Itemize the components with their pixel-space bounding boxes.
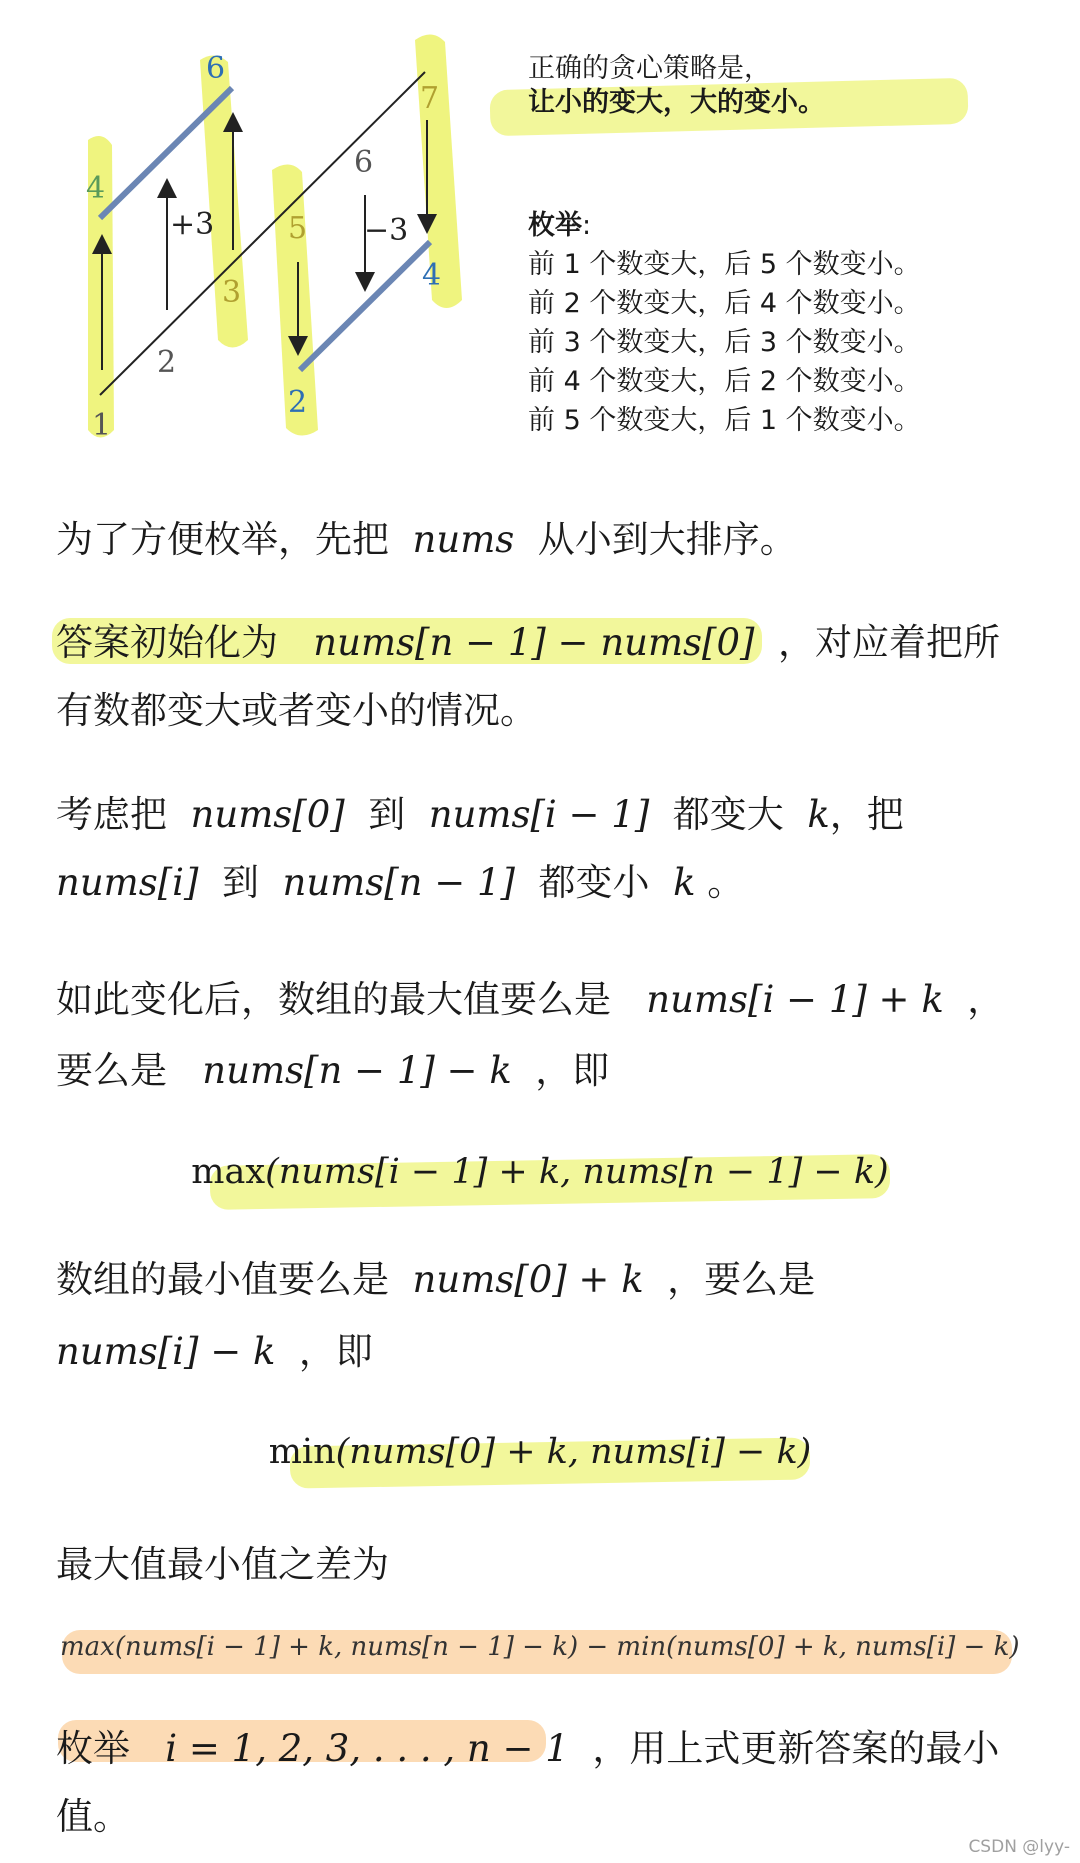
paragraph-init-cont: 有数都变大或者变小的情况。 (56, 689, 537, 732)
point-label: 6 (206, 51, 226, 86)
equation-max: max(nums[i − 1] + k, nums[n − 1] − k) (191, 1152, 889, 1192)
paragraph-max-cont: 要么是 nums[n − 1] − k ，即 (56, 1049, 610, 1092)
strategy-line-1: 正确的贪心策略是， (528, 53, 771, 84)
paragraph-min-cont: nums[i] − k ，即 (56, 1330, 373, 1373)
enumerate-item: 前 4 个数变大，后 2 个数变小。 (528, 366, 921, 397)
equation-diff: max(nums[i − 1] + k, nums[n − 1] − k) − min(nums[0] + k, nums[i] − k) (60, 1632, 1020, 1662)
paragraph-diff: 最大值最小值之差为 (56, 1543, 389, 1586)
equation-min: min(nums[0] + k, nums[i] − k) (268, 1432, 812, 1472)
point-label: 4 (422, 258, 442, 293)
enumerate-block (528, 206, 921, 440)
point-label: 1 (92, 408, 112, 443)
shift-down-label: −3 (364, 213, 409, 248)
paragraph-min: 数组的最小值要么是 nums[0] + k ，要么是 (56, 1258, 816, 1301)
point-label: 4 (86, 171, 106, 206)
enumerate-heading: 枚举: (528, 210, 592, 241)
strategy-line-2: 让小的变大，大的变小。 (528, 87, 825, 118)
csdn-watermark: CSDN @lyy- (968, 1837, 1070, 1857)
paragraph-enum-cont: 值。 (56, 1795, 130, 1838)
paragraph-max: 如此变化后，数组的最大值要么是 nums[i − 1] + k ， (56, 978, 1005, 1021)
paragraph-init: 答案初始化为 nums[n − 1] − nums[0] ，对应着把所 (56, 621, 1000, 664)
enumerate-item: 前 1 个数变大，后 5 个数变小。 (528, 249, 921, 280)
enumerate-item: 前 5 个数变大，后 1 个数变小。 (528, 405, 921, 436)
point-label: 3 (222, 275, 242, 310)
point-label: 2 (288, 385, 308, 420)
diagonal-label: 2 (157, 345, 177, 380)
paragraph-enum: 枚举 i = 1, 2, 3, . . . , n − 1 ，用上式更新答案的最小 (56, 1727, 1000, 1770)
paragraph-consider-cont: nums[i] 到 nums[n − 1] 都变小 k 。 (56, 861, 745, 904)
paragraph-sort: 为了方便枚举，先把 nums 从小到大排序。 (56, 518, 797, 561)
point-label: 5 (288, 211, 308, 246)
shift-up-label: +3 (170, 207, 215, 242)
paragraph-consider: 考虑把 nums[0] 到 nums[i − 1] 都变大 k，把 (56, 793, 904, 836)
enumerate-item: 前 3 个数变大，后 3 个数变小。 (528, 327, 921, 358)
strategy-block (528, 52, 825, 120)
diagonal-label: 6 (354, 145, 374, 180)
point-label: 7 (420, 81, 440, 116)
enumerate-item: 前 2 个数变大，后 4 个数变小。 (528, 288, 921, 319)
